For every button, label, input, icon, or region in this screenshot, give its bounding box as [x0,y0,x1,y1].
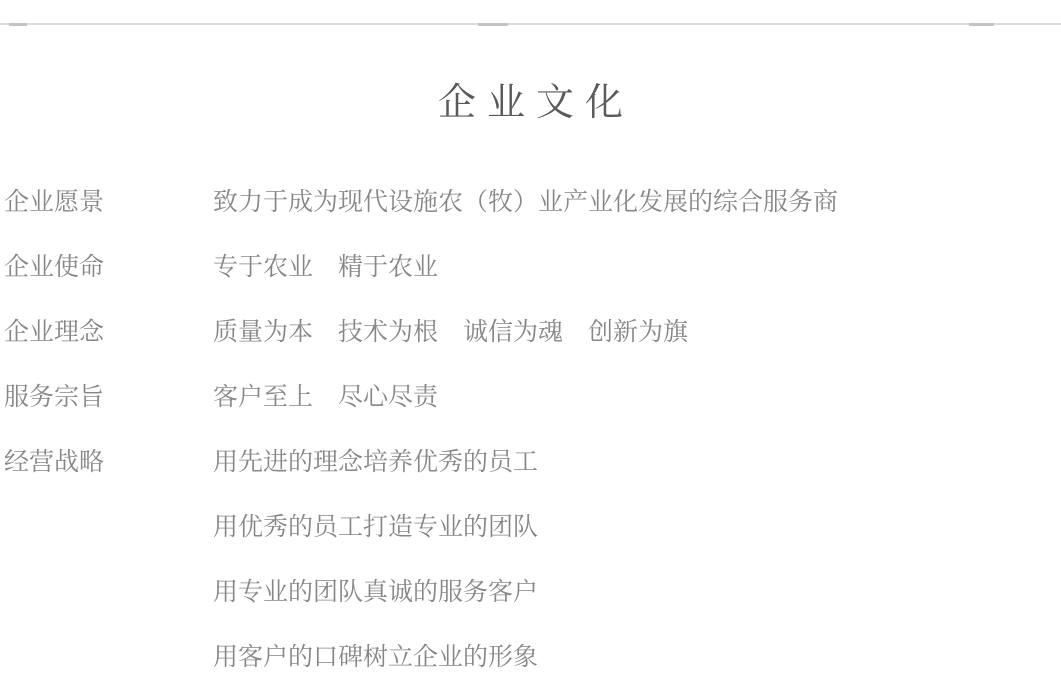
section-philosophy [4,300,1054,365]
section-line: 用优秀的员工打造专业的团队 [213,514,539,541]
section-content [213,365,1054,430]
page-title: 企业文化 [437,82,634,124]
section-line: 专于农业 精于农业 [213,254,439,281]
section-label: 企业使命 [4,254,105,281]
section-line: 客户至上 尽心尽责 [213,384,439,411]
section-vision [4,170,1054,235]
section-mission [4,235,1054,300]
section-strategy [4,430,1054,690]
top-divider-tick-left [9,23,27,26]
section-label: 企业理念 [4,319,105,346]
top-divider-tick-middle [478,23,508,26]
section-content [213,430,1054,690]
top-divider-tick-right [969,23,994,26]
section-label: 服务宗旨 [4,384,105,411]
culture-list [4,170,1054,690]
section-line: 用先进的理念培养优秀的员工 [213,449,539,476]
section-label: 企业愿景 [4,189,105,216]
section-line: 致力于成为现代设施农（牧）业产业化发展的综合服务商 [213,189,839,216]
section-line: 用专业的团队真诚的服务客户 [213,579,539,606]
section-line: 用客户的口碑树立企业的形象 [213,644,539,671]
section-content [213,235,1054,300]
section-content [213,170,1054,235]
section-label: 经营战略 [4,449,105,476]
top-divider [0,23,1061,25]
section-line: 质量为本 技术为根 诚信为魂 创新为旗 [213,319,689,346]
section-content [213,300,1054,365]
section-service-tenet [4,365,1054,430]
